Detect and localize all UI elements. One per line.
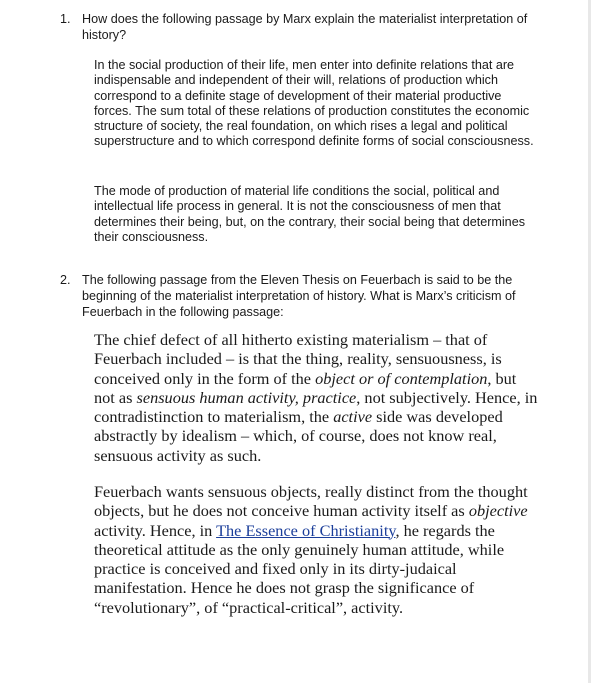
quote-emphasis: active [333, 407, 373, 427]
quote-paragraph [94, 330, 539, 465]
question-number: 1. [60, 12, 71, 26]
quote-text: activity. Hence, in [94, 520, 217, 540]
question-1 [60, 12, 560, 46]
essence-of-christianity-link[interactable]: The Essence of Christianity [216, 520, 396, 540]
quote-emphasis: objective [468, 501, 528, 521]
quote-emphasis: object or of contemplation [315, 368, 488, 388]
quote-text: side was developed abstractly by idealism – which, of course, does not know real, sensuous activity as such. [94, 407, 503, 465]
question-prompt: How does the following passage by Marx explain the materialist interpretation of history? [82, 12, 528, 42]
quote-text: , he regards the theoretical attitude as the only genuinely human attitude, while practice is conceived and fixed only in its dirty-judaical manifestation. Hence he does not grasp the significance of “revolutionary”, of “practical-critical”, activity. [94, 520, 505, 617]
passage-paragraph: The mode of production of material life conditions the social, political and intellectual life process in general. It is not the consciousness of men that determines their being, but, on the contrary, their social being that determines their consciousness. [94, 184, 525, 244]
quote-text: The chief defect of all hitherto existing materialism – that of Feuerbach included – is that the thing, reality, sensuousness, is conceived only in the form of the [94, 330, 502, 388]
quote-text: , not subjectively. Hence, in contradistinction to materialism, the [94, 387, 538, 427]
passage-paragraph: In the social production of their life, men enter into definite relations that are indispensable and independent of their will, relations of production which correspond to a definite stage of development of their material productive forces. The sum total of these relations of production constitutes the economic structure of society, the real foundation, on which rises a legal and political superstructure and to which correspond definite forms of social consciousness. [94, 58, 534, 149]
quote-emphasis: sensuous human activity, practice [136, 387, 357, 407]
quote-paragraph [94, 482, 539, 617]
question-2 [60, 273, 560, 323]
question-prompt: The following passage from the Eleven Thesis on Feuerbach is said to be the beginning of the materialist interpretation of history. What is Marx’s criticism of Feuerbach in the following passage: [82, 273, 516, 319]
quote-text: , but not as [94, 368, 517, 407]
question-number: 2. [60, 273, 71, 287]
quote-text: Feuerbach wants sensuous objects, really distinct from the thought objects, but he does not conceive human activity itself as [94, 482, 528, 521]
